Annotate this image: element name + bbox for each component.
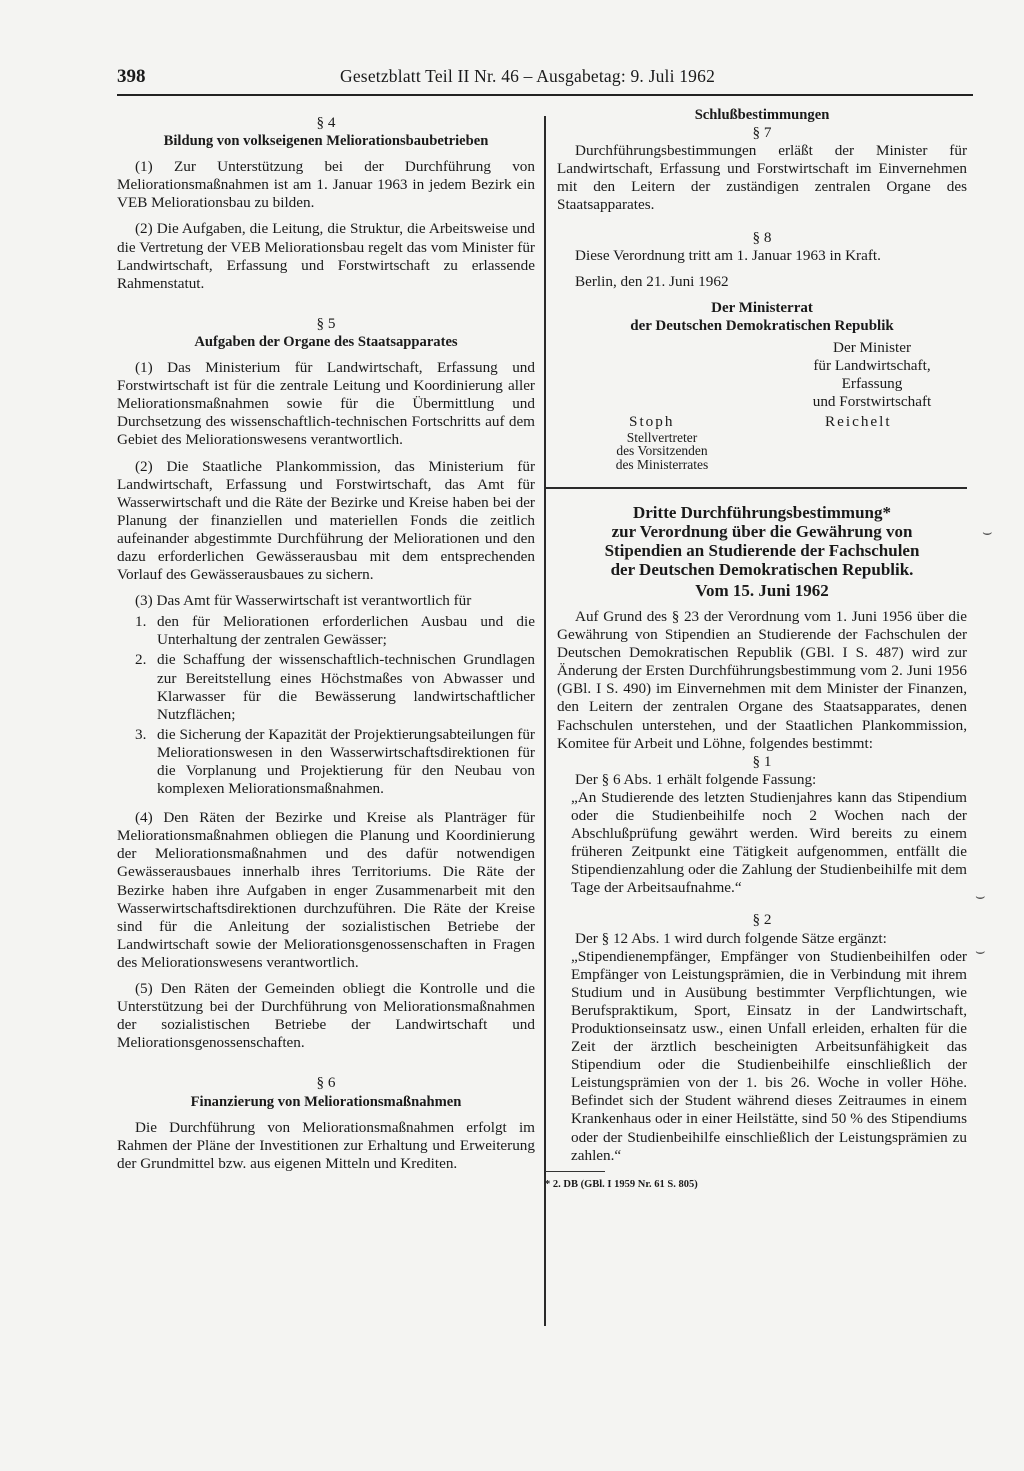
section-4-heading: § 4 [316,114,336,131]
section-7-heading: § 7 [752,124,772,142]
section-5-para-2: (2) Die Staatliche Plankommission, das Ministerium für Landwirtschaft, Erfassung und Forstwirtschaft, das Amt für Wasserwirtschaft und die Räte der Bezirke und Kreise haben bei der Planung der finanziellen und materiellen Fonds die zeitlich aufeinander abgestimmte Durchführung der Meliorationen und den dazu erforderlichen Gewässerausbau mit dem entsprechenden Vorlauf des Gewässerausbaues zu sichern. [117,457,535,584]
section-4-para-2: (2) Die Aufgaben, die Leitung, die Struktur, die Arbeitsweise und die Vertretung der VEB Meliorationsbau regelt das vom Minister für Landwirtschaft, Erfassung und Forstwirtschaft zu erlassende Rahmenstatut. [117,220,535,292]
section-4-title: Bildung von volkseigenen Meliorationsbaubetrieben [163,133,489,150]
section-7-para: Durchführungsbestimmungen erläßt der Minister für Landwirtschaft, Erfassung und Forstwirtschaft im Einvernehmen mit den Leitern der zuständigen zentralen Organe des Staatsapparates. [557,142,967,214]
margin-mark: ⌣ [975,943,986,960]
minister-title: Der Minister für Landwirtschaft, Erfassung und Forstwirtschaft [812,338,932,410]
column-divider [544,116,546,1326]
council-line-1: Der Ministerrat [711,299,813,316]
page-number: 398 [117,66,146,87]
decree-intro: Auf Grund des § 23 der Verordnung vom 1. Juni 1956 über die Gewährung von Stipendien an Studierende der Fachschulen der Deutschen Demokratischen Republik (GBl. I S. 487) wird zur Änderung der Ersten Durchführungsbestimmung vom 2. Juni 1956 (GBl. I S. 490) im Einvernehmen mit dem Minister der Finanzen, den Leitern der zentralen Organe des Staatsapparates, denen Fachschulen unterstehen, und der Staatlichen Plankommission, Komitee für Arbeit und Löhne, folgendes bestimmt: [557,607,967,752]
section-5-title: Aufgaben der Organe des Staatsapparates [194,333,458,350]
section-8-heading: § 8 [752,228,772,246]
section-6-para-1: Die Durchführung von Meliorationsmaßnahmen erfolgt im Rahmen der Pläne der Investitionen zur Erhaltung und Erweiterung der Grundmittel bzw. aus eigenen Mitteln und Krediten. [117,1118,535,1172]
section-5-para-1: (1) Das Ministerium für Landwirtschaft, Erfassung und Forstwirtschaft ist für die zentrale Leitung und Koordinierung aller Meliorationsmaßnahmen sowie für die Übermittlung und Durchsetzung des wissenschaftlich-technischen Fortschritts auf dem Gebiet des Meliorationswesens verantwortlich. [117,359,535,449]
section-5-para-5: (5) Den Räten der Gemeinden obliegt die Kontrolle und die Unterstützung bei der Durchführung von Meliorationsmaßnahmen der sozialistischen Betriebe der Landwirtschaft und Meliorationsgenossenschaften. [117,980,535,1052]
decree-section-2-lead: Der § 12 Abs. 1 wird durch folgende Sätze ergänzt: [575,929,887,947]
section-divider [544,487,967,489]
section-6-heading: § 6 [316,1074,336,1092]
decree-date: Vom 15. Juni 1962 [695,580,829,600]
section-5-para-3: (3) Das Amt für Wasserwirtschaft ist verantwortlich für [135,592,472,610]
section-5-para-4: (4) Den Räten der Bezirke und Kreise als Planträger für Meliorationsmaßnahmen obliegen die Planung und Koordinierung der Meliorationsmaßnahmen und des dafür notwendigen Gewässerausbaues innerhalb ihres Territoriums. Die Räte der Bezirke haben ihre Aufgaben in enger Zusammenarbeit mit den Wasserwirtschaftsdirektionen durchzuführen. Die Räte der Kreise sind für die Anleitung der sozialistischen Betriebe der Landwirtschaft sowie der Meliorationsgenossenschaften in Fragen des Meliorationswesens verantwortlich. [117,809,535,971]
decree-section-1-lead: Der § 6 Abs. 1 erhält folgende Fassung: [575,770,817,788]
place-date: Berlin, den 21. Juni 1962 [575,272,729,290]
decree-section-1-quote: „An Studierende des letzten Studienjahres kann das Stipendium oder die Studienbeihilfe noch 2 Wochen nach der Abschlußprüfung gewährt werden. Wird bereits zu einem früheren Zeitpunkt eine Tätigkeit aufgenommen, entfällt die Stipendienzahlung oder die Zahlung der Studienbeihilfe mit dem Tage der Arbeitsaufnahme.“ [571,788,967,897]
section-8-para: Diese Verordnung tritt am 1. Januar 1963 in Kraft. [575,246,881,264]
stoph-role: Stellvertreter des Vorsitzenden des Ministerrates [615,429,709,472]
margin-mark: ⌣ [982,524,993,541]
section-6-title: Finanzierung von Meliorationsmaßnahmen [190,1093,462,1110]
running-header: Gesetzblatt Teil II Nr. 46 – Ausgabetag: 9. Juli 1962 [340,66,716,86]
section-4-para-1: (1) Zur Unterstützung bei der Durchführung von Meliorationsmaßnahmen ist am 1. Januar 1963 in jedem Bezirk ein VEB Meliorationsbau zu bilden. [117,158,535,212]
list-item: 2. die Schaffung der wissenschaftlich-technischen Grundlagen zur Bereitstellung eines Höchstmaßes von Abwasser und Klarwasser für die Bewässerung landwirtschaftlicher Nutzflächen; [135,651,535,723]
decree-section-2-heading: § 2 [752,911,772,929]
council-line-2: der Deutschen Demokratischen Republik [630,317,894,334]
list-item: 1. den für Meliorationen erforderlichen Ausbau und die Unterhaltung der zentralen Gewässer; [135,613,535,649]
signature-block [557,299,967,471]
section-5-heading: § 5 [316,314,336,332]
responsibility-list [117,613,535,798]
left-column [117,114,535,1173]
footnote: * 2. DB (GBl. I 1959 Nr. 61 S. 805) [545,1178,698,1190]
signatory-reichelt: Reichelt [825,412,892,430]
right-column [545,106,967,1194]
decree-section-2-quote: „Stipendienempfänger, Empfänger von Studienbeihilfen oder Empfänger von Leistungsprämien, die in Verbindung mit ihrem Studium und in Ausübung bestimmter Verpflichtungen, wie Berufspraktikum, Sport, Einsatz in der Landwirtschaft, Produktionseinsatz usw., einen Unfall erleiden, erhalten für die Zeit der ärztlich bescheinigten Arbeitsunfähigkeit das Stipendium oder die Studienbeihilfe einschließlich der Leistungsprämien von der 1. bis 26. Woche in voller Höhe. Befindet sich der Student während dieses Zeitraumes in einem Krankenhaus oder in einer Heilstätte, sind 50 % des Stipendiums oder der Studienbeihilfe einschließlich der Leistungsprämien zu zahlen.“ [571,947,967,1164]
decree-section-1-heading: § 1 [752,752,772,770]
footnote-rule [545,1171,605,1172]
decree-title: Dritte Durchführungsbestimmung* zur Verordnung über die Gewährung von Stipendien an Studierende der Fachschulen der Deutschen Demokratischen Republik. [604,502,920,579]
signatory-stoph: Stoph [629,412,675,430]
final-provisions-title: Schlußbestimmungen [694,107,830,123]
header-rule [117,94,973,96]
margin-mark: ⌣ [975,888,986,905]
list-item: 3. die Sicherung der Kapazität der Projektierungsabteilungen für Meliorationswesen in den Wasserwirtschaftsdirektionen für die Vorplanung und Projektierung für den Neubau von komplexen Meliorationsmaßnahmen. [135,725,535,798]
